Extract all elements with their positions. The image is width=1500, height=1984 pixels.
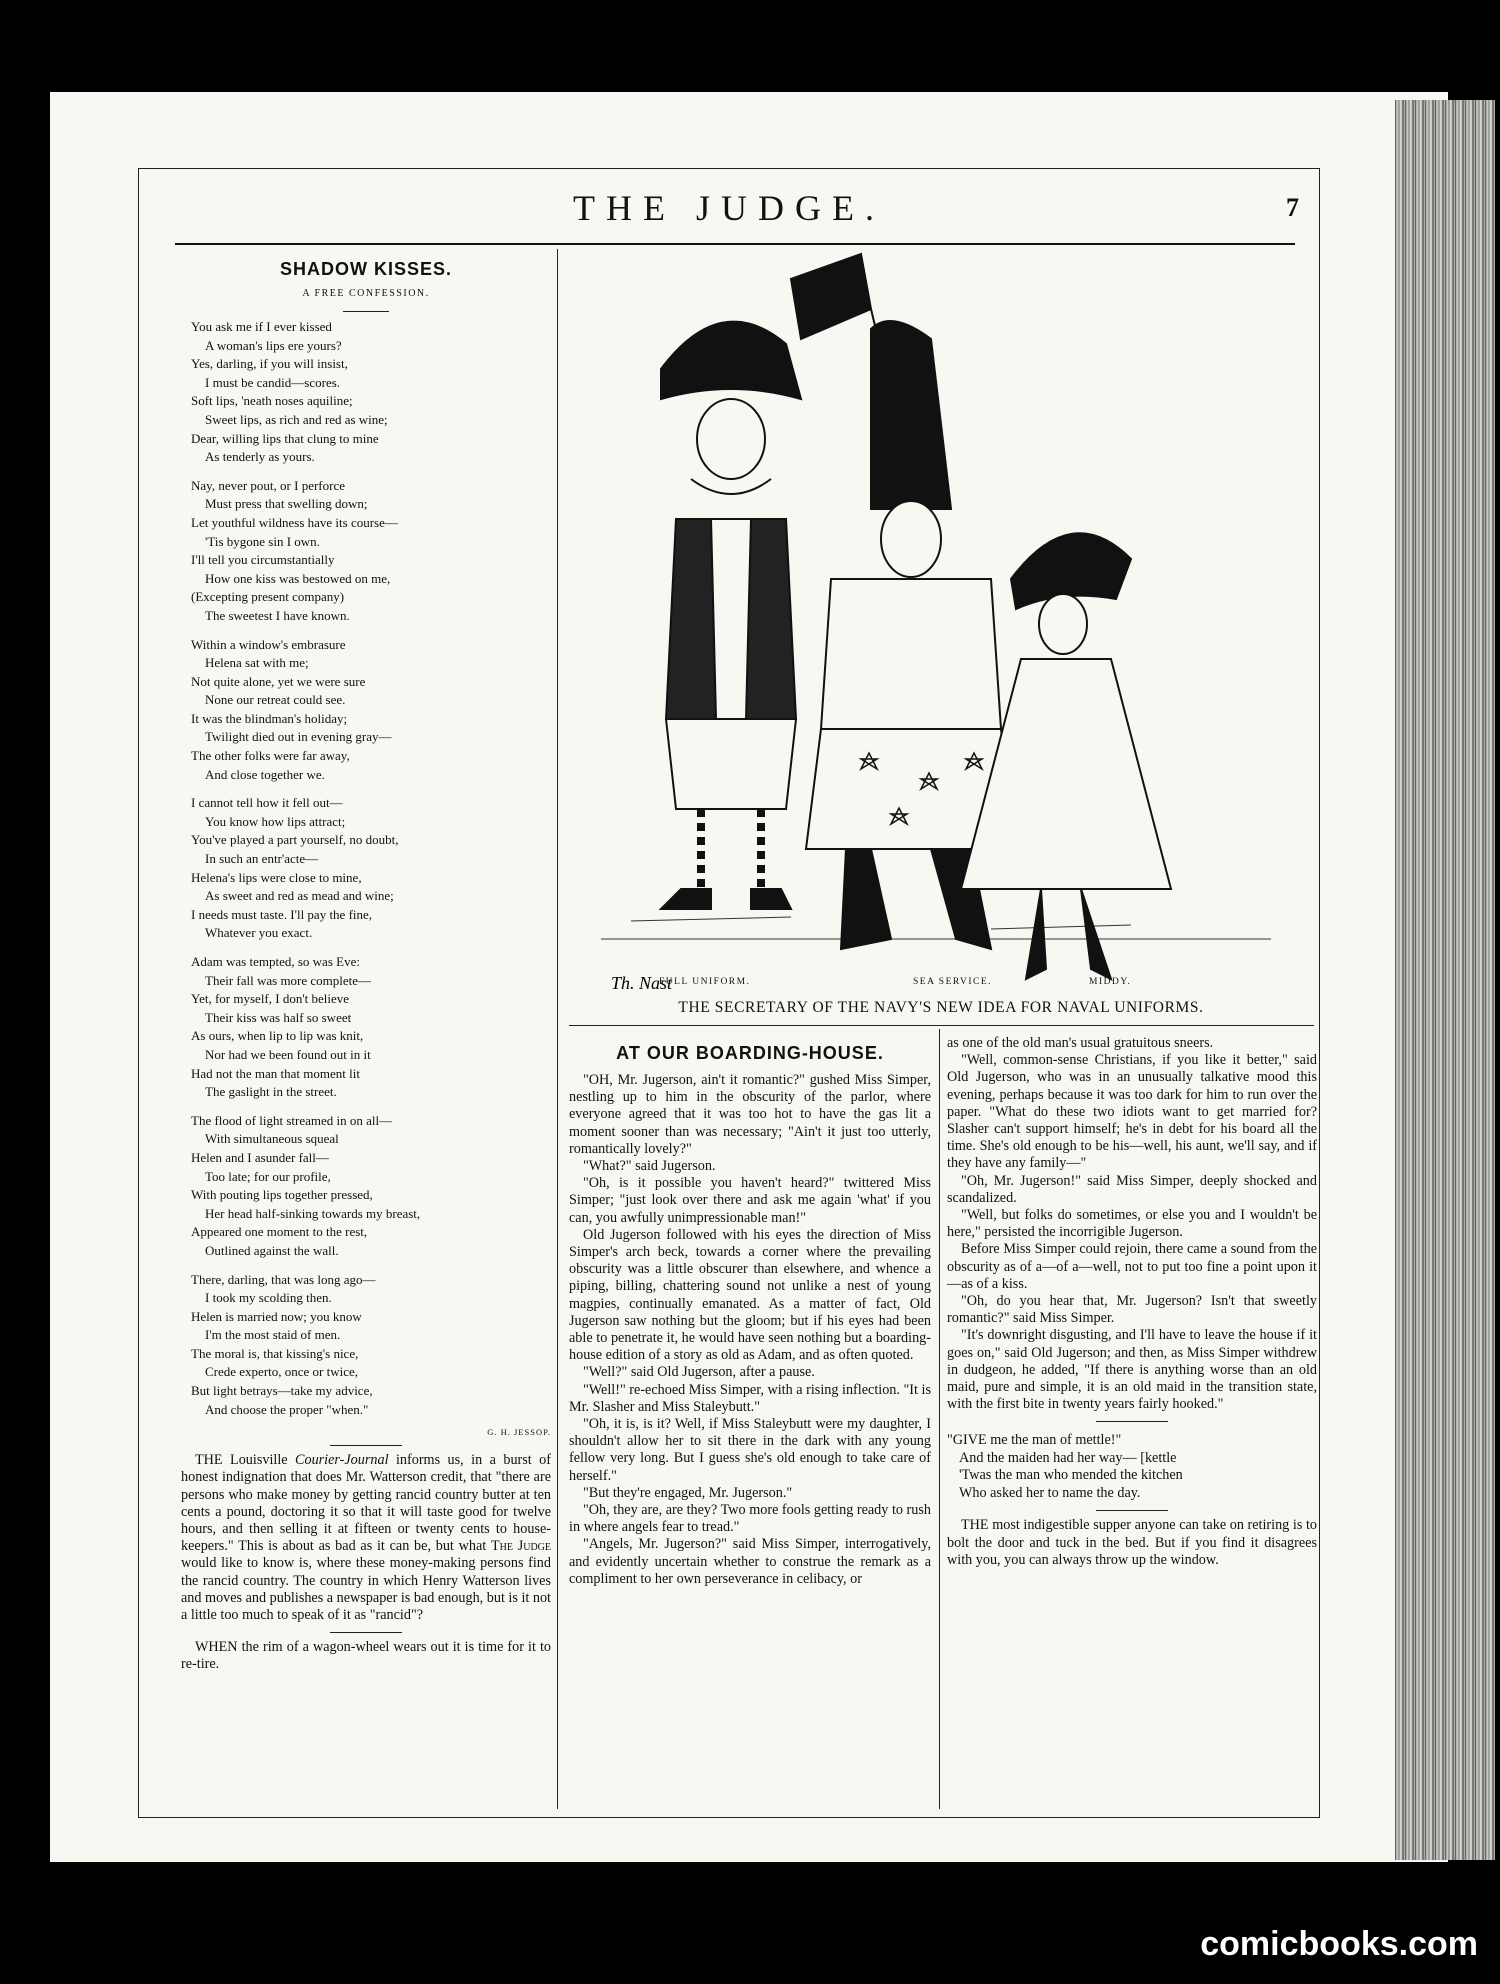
story-title: AT OUR BOARDING-HOUSE. (616, 1043, 884, 1063)
poem-line: I must be candid—scores. (205, 374, 341, 390)
paragraph-text: informs us, in a burst of honest indignation that does Mr. Watterson credit, that "there are persons who make money by getting rancid country butter at ten cents a pound, doctoring it so that it will taste good for twelve hours, and then selling it at fifteen or twenty cents to house-keepers." This is about as bad as it can be, but what (181, 1452, 551, 1555)
section-separator (330, 1632, 402, 1633)
poem-line: The moral is, that kissing's nice, (191, 1345, 359, 1361)
illustration-divider (569, 1025, 1314, 1026)
poem-line: Not quite alone, yet we were sure (191, 673, 366, 689)
column-divider-right (939, 1029, 940, 1809)
poem-line: Helen and I asunder fall— (191, 1149, 329, 1165)
artist-signature: Th. Nast (611, 973, 673, 993)
story-text-right (947, 1035, 1317, 1413)
poem-line: The other folks were far away, (191, 748, 350, 764)
label-middy: MIDDY. (1089, 977, 1132, 987)
paragraph-text: Louisville (222, 1452, 296, 1469)
mettle-verse (947, 1432, 1317, 1502)
verse-line: And the maiden had her way— [kettle (959, 1449, 1177, 1466)
story-paragraph: "Oh, do you hear that, Mr. Jugerson? Isn't that sweetly romantic?" said Miss Simper. (947, 1293, 1317, 1327)
paragraph-lead-word: THE (195, 1452, 223, 1469)
poem-line: I needs must taste. I'll pay the fine, (191, 906, 373, 922)
poem-line: Yes, darling, if you will insist, (191, 356, 348, 372)
middle-column (569, 1037, 931, 1588)
poem-line: And close together we. (205, 766, 325, 782)
story-paragraph: "Well?" said Old Jugerson, after a pause. (583, 1364, 815, 1381)
story-paragraph: "Well, but folks do sometimes, or else you and I wouldn't be here," persisted the incorrigible Jugerson. (947, 1207, 1317, 1241)
story-paragraph: "Oh, is it possible you haven't heard?" twittered Miss Simper; "just look over there and ask me again 'what' if you can, you awfully unimpressionable man!" (569, 1175, 931, 1226)
poem-line: The sweetest I have known. (205, 607, 350, 623)
poem-line: As tenderly as yours. (205, 449, 315, 465)
paragraph-text: most indigestible supper anyone can take on retiring is to bolt the door and tuck in the bed. But if you find it disagrees with you, you can always throw up the window. (947, 1517, 1317, 1568)
poem-line: Their kiss was half so sweet (205, 1009, 352, 1025)
poem-stanza (191, 794, 551, 943)
poem-stanza (191, 1112, 551, 1261)
poem-line: How one kiss was bestowed on me, (205, 570, 391, 586)
publication-name: The Judge (490, 1538, 551, 1555)
poem-line: Outlined against the wall. (205, 1242, 339, 1258)
supper-paragraph (947, 1517, 1317, 1569)
poem-stanza (191, 1271, 551, 1420)
poem-body (181, 318, 551, 1419)
poem-subtitle: A FREE CONFESSION. (302, 288, 430, 299)
masthead-rule (175, 243, 1295, 245)
poem-line: Nay, never pout, or I perforce (191, 477, 346, 493)
poem-line: Helena's lips were close to mine, (191, 869, 362, 885)
story-paragraph: Old Jugerson followed with his eyes the direction of Miss Simper's arch beck, towards a corner where the prevailing obscurity was a little obscurer than elsewhere, and whence a piping, billing, chattering sound not unlike a nest of young magpies, continually emanated. As a matter of fact, Old Jugerson saw nothing but the gloom; but if his eyes had been able to penetrate it, he would have seen nothing but a boarding-house edition of a story as old as Adam, and as often quoted. (569, 1226, 931, 1364)
label-sea-service: SEA SERVICE. (913, 977, 992, 987)
story-paragraph: "Angels, Mr. Jugerson?" said Miss Simper, interrogatively, and evidently uncertain whether to construe the remark as a compliment to her own perseverance in celibacy, or (569, 1536, 931, 1587)
story-paragraph: "But they're engaged, Mr. Jugerson." (583, 1484, 793, 1501)
poem-line: There, darling, that was long ago— (191, 1271, 376, 1287)
page-number: 7 (1286, 193, 1299, 222)
story-paragraph: "OH, Mr. Jugerson, ain't it romantic?" gushed Miss Simper, nestling up to him in the obscurity of the parlor, where everyone agreed that it was too hot to have the gas lit a moment sooner than was necessary; "Ain't it just too utterly, romantically lovely?" (569, 1072, 931, 1157)
story-paragraph: "Oh, Mr. Jugerson!" said Miss Simper, deeply shocked and scandalized. (947, 1172, 1317, 1206)
book-spine-edge (1395, 100, 1495, 1860)
poem-line: You ask me if I ever kissed (191, 319, 332, 334)
label-full-uniform: FULL UNIFORM. (659, 977, 751, 987)
section-separator (1096, 1510, 1168, 1511)
poem-line: Yet, for myself, I don't believe (191, 991, 350, 1007)
section-separator (1096, 1421, 1168, 1422)
title-rule (343, 311, 389, 312)
poem-line: Must press that swelling down; (205, 496, 368, 512)
poem-title: SHADOW KISSES. (279, 259, 453, 279)
masthead-title: THE JUDGE. (573, 188, 885, 228)
poem-line: But light betrays—take my advice, (191, 1383, 373, 1399)
poem-signature: G. H. JESSOP. (487, 1427, 551, 1438)
left-column (181, 253, 551, 1674)
story-paragraph: "Well!" re-echoed Miss Simper, with a rising inflection. "It is Mr. Slasher and Miss Staleybutt." (569, 1381, 931, 1415)
poem-line: I'll tell you circumstantially (191, 552, 335, 568)
poem-line: I took my scolding then. (205, 1290, 332, 1306)
poem-stanza (191, 477, 551, 626)
poem-line: With pouting lips together pressed, (191, 1187, 373, 1203)
verse-line: 'Twas the man who mended the kitchen (959, 1467, 1183, 1484)
poem-line: You know how lips attract; (205, 813, 346, 829)
poem-line: I'm the most staid of men. (205, 1327, 341, 1343)
right-column (947, 1035, 1317, 1569)
poem-line: Their fall was more complete— (205, 972, 372, 988)
poem-stanza (191, 318, 551, 467)
paragraph-text: the rim of a wagon-wheel wears out it is time for it to re-tire. (181, 1639, 551, 1673)
poem-line: Let youthful wildness have its course— (191, 514, 398, 530)
column-divider-left (557, 249, 558, 1809)
verse-line: Who asked her to name the day. (959, 1484, 1141, 1501)
paragraph-lead-word: WHEN (195, 1639, 238, 1656)
story-text-middle (569, 1072, 931, 1588)
poem-line: 'Tis bygone sin I own. (205, 533, 320, 549)
poem-line: Nor had we been found out in it (205, 1046, 371, 1062)
poem-line: It was the blindman's holiday; (191, 710, 348, 726)
poem-line: And choose the proper "when." (205, 1401, 369, 1417)
paragraph-lead-word: THE (961, 1517, 989, 1534)
newspaper-page (138, 168, 1320, 1818)
poem-line: Too late; for our profile, (205, 1168, 331, 1184)
wagon-paragraph (181, 1639, 551, 1673)
section-separator (330, 1445, 402, 1446)
poem-line: Crede experto, once or twice, (205, 1364, 359, 1380)
louisville-paragraph (181, 1452, 551, 1624)
poem-stanza (191, 953, 551, 1102)
poem-line: (Excepting present company) (191, 589, 345, 605)
story-paragraph: "It's downright disgusting, and I'll have to leave the house if it goes on," said Old Jugerson; and then, as Miss Simper withdrew in dudgeon, he added, "If there is anything worse than an old maid, pure and simple, it is an old maid in the transition state, with the first bite in twenty years fairly hooked." (947, 1327, 1317, 1413)
watermark: comicbooks.com (1200, 1925, 1478, 1963)
verse-line: "GIVE me the man of mettle!" (947, 1432, 1122, 1449)
paragraph-text: would like to know is, where these money-making persons find the rancid country. The country in which Henry Watterson lives and moves and publishes a newspaper is bad enough, but is it not a little too much to speak of it as "rancid"? (181, 1555, 551, 1624)
poem-line: Whatever you exact. (205, 925, 313, 941)
poem-line: As ours, when lip to lip was knit, (191, 1028, 364, 1044)
illustration-caption: THE SECRETARY OF THE NAVY'S NEW IDEA FOR NAVAL UNIFORMS. (678, 999, 1204, 1016)
poem-line: With simultaneous squeal (205, 1131, 339, 1147)
poem-line: Twilight died out in evening gray— (205, 729, 392, 745)
naval-uniforms-cartoon (571, 249, 1305, 995)
poem-line: Had not the man that moment lit (191, 1065, 360, 1081)
poem-line: None our retreat could see. (205, 692, 346, 708)
poem-line: A woman's lips ere yours? (205, 337, 342, 353)
poem-line: Adam was tempted, so was Eve: (191, 954, 360, 969)
story-paragraph: Before Miss Simper could rejoin, there came a sound from the obscurity as of a—of a—well, not to put too fine a point upon it—as of a kiss. (947, 1241, 1317, 1292)
poem-line: I cannot tell how it fell out— (191, 795, 343, 811)
poem-line: Soft lips, 'neath noses aquiline; (191, 393, 353, 409)
poem-stanza (191, 636, 551, 785)
poem-line: Appeared one moment to the rest, (191, 1224, 368, 1240)
poem-line: You've played a part yourself, no doubt, (191, 832, 399, 848)
story-paragraph: "Oh, it is, is it? Well, if Miss Staleybutt were my daughter, I shouldn't allow her to sit there in the dark with any young fellow very long. But I guess she's old enough to take care of herself." (569, 1416, 931, 1484)
poem-line: As sweet and red as mead and wine; (205, 888, 394, 904)
story-paragraph: "Well, common-sense Christians, if you like it better," said Old Jugerson, who was in an unusually talkative mood this evening, perhaps because it was too dark for him to run over the paper. "What do these two idiots want to get married for? Slasher can't support himself; he's in debt for his board all the time. She's old enough to be his—well, his aunt, we'll say, and if they have any family—" (947, 1052, 1317, 1172)
story-paragraph: "What?" said Jugerson. (583, 1158, 716, 1175)
poem-line: Within a window's embrasure (191, 636, 346, 652)
poem-line: Helen is married now; you know (191, 1308, 362, 1324)
story-paragraph: as one of the old man's usual gratuitous sneers. (947, 1035, 1214, 1051)
story-paragraph: "Oh, they are, are they? Two more fools getting ready to rush in where angels fear to tread." (569, 1502, 931, 1536)
poem-line: Helena sat with me; (205, 655, 309, 671)
poem-line: Dear, willing lips that clung to mine (191, 430, 379, 446)
poem-line: Sweet lips, as rich and red as wine; (205, 411, 388, 427)
newspaper-name: Courier-Journal (295, 1452, 389, 1469)
poem-line: The flood of light streamed in on all— (191, 1112, 393, 1128)
poem-line: Her head half-sinking towards my breast, (205, 1205, 421, 1221)
poem-line: In such an entr'acte— (205, 851, 319, 867)
poem-line: The gaslight in the street. (205, 1084, 337, 1100)
